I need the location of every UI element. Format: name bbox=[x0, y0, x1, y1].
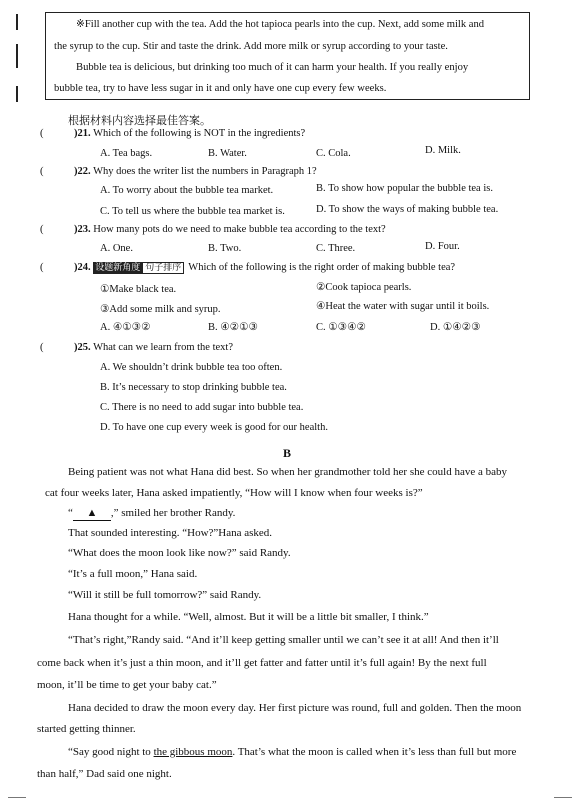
quote-open: “ bbox=[68, 507, 73, 519]
step-1: ①Make black tea. bbox=[100, 284, 177, 295]
binding-mark bbox=[16, 14, 18, 30]
question-number: )25. bbox=[74, 342, 91, 353]
box-line: Bubble tea is delicious, but drinking too much of it can harm your health. If you really enjoy bbox=[76, 62, 469, 73]
box-line: ※Fill another cup with the tea. Add the hot tapioca pearls into the cup. Next, add some milk and bbox=[76, 19, 485, 30]
page-corner-mark bbox=[8, 797, 26, 798]
instruction-heading: 根据材料内容选择最佳答案。 bbox=[68, 115, 211, 127]
question-number: )23. bbox=[74, 224, 91, 235]
page-corner-mark bbox=[554, 797, 572, 798]
answer-paren: ( bbox=[40, 166, 44, 177]
option-c: C. There is no need to add sugar into bubble tea. bbox=[100, 402, 304, 413]
question-stem: What can we learn from the text? bbox=[93, 342, 233, 353]
answer-paren: ( bbox=[40, 128, 44, 139]
story-text: . That’s what the moon is called when it’s less than full but more bbox=[232, 746, 517, 758]
story-line: moon, it’ll be time to get your baby cat.” bbox=[37, 679, 217, 691]
option-b: B. Water. bbox=[208, 148, 247, 159]
option-b: B. It’s necessary to stop drinking bubble tea. bbox=[100, 382, 287, 393]
passage-continuation-box bbox=[45, 12, 530, 100]
option-d: D. Four. bbox=[425, 241, 460, 252]
step-4: ④Heat the water with sugar until it boils. bbox=[316, 301, 490, 312]
box-line: the syrup to the cup. Stir and taste the drink. Add more milk or syrup according to your taste. bbox=[54, 41, 448, 52]
question-stem: How many pots do we need to make bubble tea according to the text? bbox=[93, 224, 386, 235]
story-line: “It’s a full moon,” Hana said. bbox=[68, 568, 198, 580]
tag-badge: 句子排序 bbox=[142, 262, 184, 274]
section-b-heading: B bbox=[283, 446, 292, 460]
story-line: “What does the moon look like now?” said Randy. bbox=[68, 547, 291, 559]
option-a: A. ④①③② bbox=[100, 322, 151, 333]
option-a: A. To worry about the bubble tea market. bbox=[100, 185, 274, 196]
story-line: “That’s right,”Randy said. “And it’ll keep getting smaller until we can’t see it at all! And then it’ll bbox=[68, 634, 499, 646]
question-number: )21. bbox=[74, 128, 91, 139]
option-d: D. To show the ways of making bubble tea. bbox=[316, 204, 499, 215]
underlined-term: the gibbous moon bbox=[153, 746, 233, 758]
story-line: That sounded interesting. “How?”Hana asked. bbox=[68, 527, 273, 539]
question-number: )24. bbox=[74, 262, 91, 273]
story-line-blank bbox=[68, 506, 235, 521]
story-line: come back when it’s just a thin moon, and it’ll get fatter and fatter until it’s full again! By the next full bbox=[37, 657, 487, 669]
option-c: C. Three. bbox=[316, 243, 356, 254]
tag-badge: 设题新角度 bbox=[95, 262, 141, 273]
binding-mark bbox=[16, 44, 18, 68]
story-line: “Will it still be full tomorrow?” said Randy. bbox=[68, 589, 262, 601]
option-a: A. One. bbox=[100, 243, 133, 254]
answer-paren: ( bbox=[40, 342, 44, 353]
answer-paren: ( bbox=[40, 224, 44, 235]
story-line: than half,” Dad said one night. bbox=[37, 768, 172, 780]
story-line: Being patient was not what Hana did best. So when her grandmother told her she could have a baby bbox=[68, 466, 507, 478]
story-line bbox=[68, 745, 516, 759]
binding-mark bbox=[16, 86, 18, 102]
question-stem: Why does the writer list the numbers in Paragraph 1? bbox=[93, 166, 317, 177]
story-line: started getting thinner. bbox=[37, 723, 136, 735]
question-stem: Which of the following is the right order of making bubble tea? bbox=[188, 262, 456, 273]
story-text: “Say good night to bbox=[68, 746, 154, 758]
answer-paren: ( bbox=[40, 262, 44, 273]
answer-blank bbox=[73, 506, 111, 521]
option-b: B. ④②①③ bbox=[208, 322, 258, 333]
step-2: ②Cook tapioca pearls. bbox=[316, 282, 412, 293]
option-d: D. ①④②③ bbox=[430, 322, 481, 333]
option-d: D. To have one cup every week is good for our health. bbox=[100, 422, 328, 433]
option-c: C. ①③④② bbox=[316, 322, 366, 333]
question-number: )22. bbox=[74, 166, 91, 177]
box-line: bubble tea, try to have less sugar in it and only have one cup every few weeks. bbox=[54, 83, 387, 94]
triangle-icon: ▲ bbox=[86, 507, 98, 519]
story-line: Hana thought for a while. “Well, almost. But it will be a little bit smaller, I think.” bbox=[68, 611, 429, 623]
question-stem: Which of the following is NOT in the ingredients? bbox=[93, 128, 306, 139]
option-b: B. To show how popular the bubble tea is. bbox=[316, 183, 493, 194]
option-d: D. Milk. bbox=[425, 145, 461, 156]
step-3: ③Add some milk and syrup. bbox=[100, 304, 221, 315]
option-b: B. Two. bbox=[208, 243, 242, 254]
story-line: cat four weeks later, Hana asked impatiently, “How will I know when four weeks is?” bbox=[45, 487, 423, 499]
option-c: C. Cola. bbox=[316, 148, 351, 159]
story-line: Hana decided to draw the moon every day. Her first picture was round, full and golden. Then the moon bbox=[68, 702, 522, 714]
option-a: A. Tea bags. bbox=[100, 148, 153, 159]
quote-rest: ,” smiled her brother Randy. bbox=[110, 507, 236, 519]
option-a: A. We shouldn’t drink bubble tea too often. bbox=[100, 362, 283, 373]
option-c: C. To tell us where the bubble tea market is. bbox=[100, 206, 285, 217]
